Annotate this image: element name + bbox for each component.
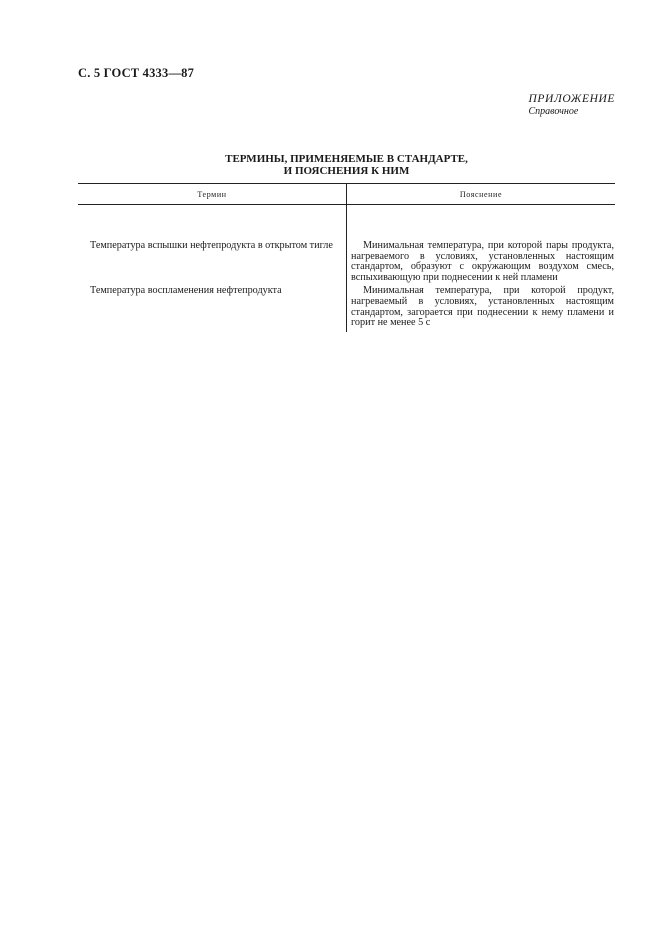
table-row <box>78 286 615 331</box>
column-header-term: Термин <box>78 184 347 205</box>
appendix-title: ПРИЛОЖЕНИЕ <box>528 93 615 105</box>
table-title-line-2: И ПОЯСНЕНИЯ К НИМ <box>283 165 410 177</box>
table-header-row <box>78 184 615 205</box>
term-cell: Температура воспламенения нефтепродукта <box>78 286 347 331</box>
explanation-cell: Минимальная температура, при которой продукт, нагреваемый в условиях, установленных настоящим стандартом, загорается при поднесении к нему пламени и горит не менее 5 с <box>351 285 614 329</box>
column-header-explanation: Пояснение <box>347 184 616 205</box>
appendix-label <box>529 93 615 117</box>
terms-table <box>78 183 615 332</box>
explanation-cell: Минимальная температура, при которой пары продукта, нагреваемого в условиях, установленных настоящим стандартом, образуют с окружающим воздухом смесь, вспыхивающую при поднесении к ней пламени <box>351 240 614 283</box>
term-cell: Температура вспышки нефтепродукта в открытом тигле <box>78 205 347 287</box>
table-row <box>78 205 615 287</box>
table-title-line-1: ТЕРМИНЫ, ПРИМЕНЯЕМЫЕ В СТАНДАРТЕ, <box>225 153 468 165</box>
page-header: С. 5 ГОСТ 4333—87 <box>78 66 195 80</box>
appendix-type: Справочное <box>528 106 579 117</box>
table-title <box>78 153 615 177</box>
